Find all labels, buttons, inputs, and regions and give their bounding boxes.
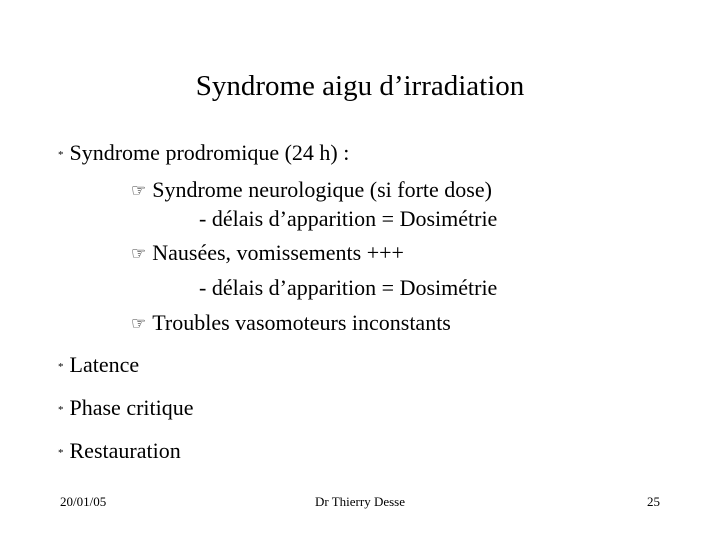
- pointing-hand-icon: ☞: [131, 244, 147, 263]
- footer-author: Dr Thierry Desse: [314, 494, 405, 509]
- bullet-restauration: [58, 437, 181, 469]
- sub-item-detail: [199, 205, 497, 233]
- bullet-text: Latence: [69, 352, 140, 377]
- asterisk-bullet-icon: *: [58, 404, 64, 416]
- sub-item-nausea: [131, 239, 404, 269]
- sub-item-text: - délais d’apparition = Dosimétrie: [199, 206, 498, 231]
- sub-item-text: - délais d’apparition = Dosimétrie: [199, 275, 498, 300]
- sub-item-neurologic: [131, 176, 492, 206]
- pointing-hand-icon: ☞: [131, 314, 147, 333]
- bullet-phase-critique: [58, 394, 194, 426]
- pointing-hand-icon: ☞: [131, 181, 147, 200]
- sub-item-text: Syndrome neurologique (si forte dose): [152, 177, 492, 202]
- sub-item-vasomotor: [131, 309, 451, 339]
- bullet-text: Restauration: [69, 438, 181, 463]
- sub-item-detail: [199, 274, 497, 302]
- asterisk-bullet-icon: *: [58, 361, 64, 373]
- footer-page-number: 25: [647, 494, 660, 509]
- bullet-prodromal: [58, 139, 349, 171]
- footer-date: 20/01/05: [60, 494, 107, 509]
- slide-title: Syndrome aigu d’irradiation: [195, 70, 525, 102]
- sub-item-text: Troubles vasomoteurs inconstants: [152, 310, 451, 335]
- bullet-latence: [58, 351, 139, 383]
- bullet-text: Syndrome prodromique (24 h) :: [69, 140, 350, 165]
- asterisk-bullet-icon: *: [58, 447, 64, 459]
- sub-item-text: Nausées, vomissements +++: [152, 240, 404, 265]
- asterisk-bullet-icon: *: [58, 149, 64, 161]
- bullet-text: Phase critique: [69, 395, 194, 420]
